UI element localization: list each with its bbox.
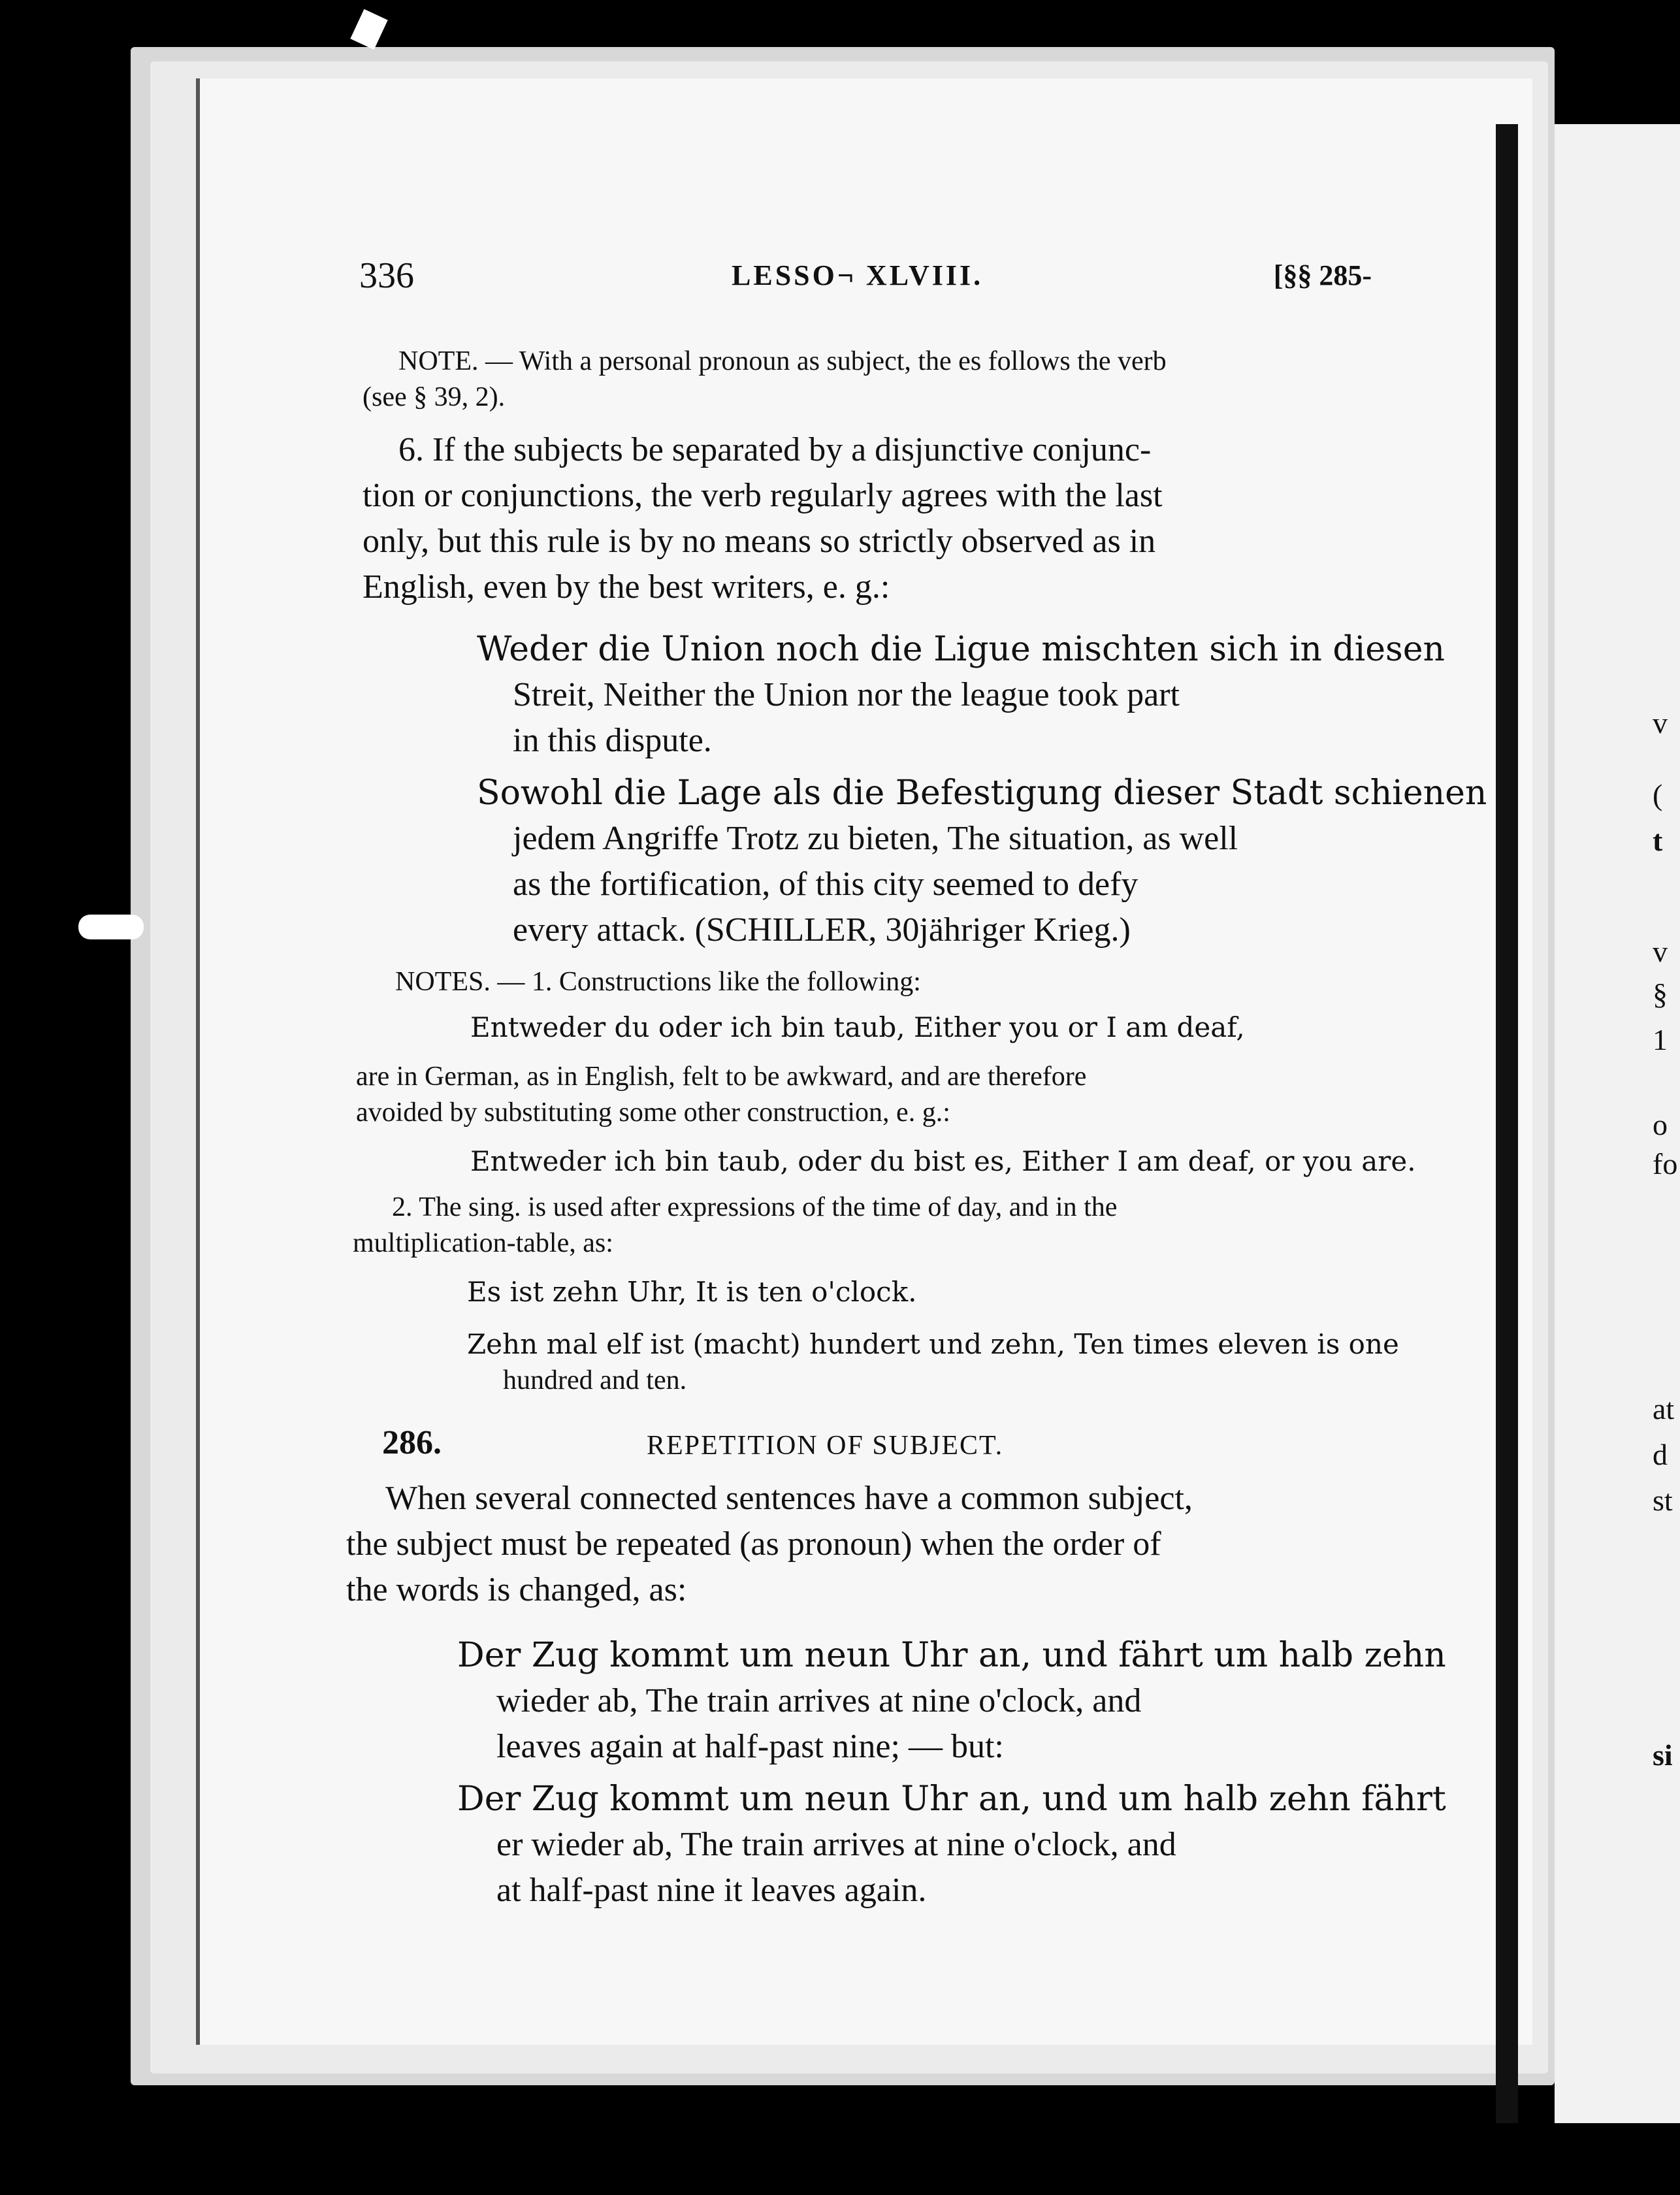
body-line: When several connected sentences have a common subject, <box>385 1480 1193 1517</box>
body-line: tion or conjunctions, the verb regularly agrees with the last <box>363 477 1163 514</box>
notes-line: 2. The sing. is used after expressions of the time of day, and in the <box>392 1192 1118 1222</box>
facing-fragment: d <box>1653 1438 1668 1471</box>
facing-fragment: ( <box>1653 778 1663 811</box>
body-line: 6. If the subjects be separated by a disjunctive conjunc- <box>398 431 1152 468</box>
note-line: (see § 39, 2). <box>363 382 506 412</box>
running-header <box>359 255 1372 301</box>
scan-speck <box>350 9 387 50</box>
example-line: Streit, Neither the Union nor the league took part <box>513 676 1180 713</box>
facing-fragment: at <box>1653 1392 1675 1425</box>
facing-fragment: § <box>1653 977 1668 1011</box>
notes-line: avoided by substituting some other construction, e. g.: <box>356 1098 950 1128</box>
facing-fragment: o <box>1653 1108 1668 1141</box>
notes-example: Entweder du oder ich bin taub, Either you or I am deaf, <box>470 1011 1245 1043</box>
example-line: wieder ab, The train arrives at nine o'clock, and <box>496 1682 1142 1719</box>
section-title: REPETITION OF SUBJECT. <box>647 1431 1004 1461</box>
body-line: the subject must be repeated (as pronoun) when the order of <box>346 1525 1161 1563</box>
running-title: LESSO¬ XLVIII. <box>732 259 984 291</box>
facing-fragment: v <box>1653 706 1668 740</box>
example-line: Weder die Union noch die Ligue mischten sich in diesen <box>477 630 1445 669</box>
body-line: only, but this rule is by no means so strictly observed as in <box>363 523 1156 560</box>
facing-fragment: t <box>1653 824 1663 857</box>
example-line: as the fortification, of this city seemed to defy <box>513 866 1139 903</box>
notes-example: Entweder ich bin taub, oder du bist es, Either I am deaf, or you are. <box>470 1145 1416 1177</box>
book-gutter <box>1496 124 1518 2123</box>
example-line: Der Zug kommt um neun Uhr an, und um halb zehn fährt <box>457 1780 1446 1819</box>
section-reference: [§§ 285- <box>1273 259 1372 291</box>
section-number: 286. <box>382 1424 442 1461</box>
notes-line: are in German, as in English, felt to be awkward, and are therefore <box>356 1062 1087 1092</box>
body-line: the words is changed, as: <box>346 1571 687 1608</box>
example-line: Der Zug kommt um neun Uhr an, und fährt um halb zehn <box>457 1636 1446 1675</box>
note-line: NOTE. — With a personal pronoun as subject, the es follows the verb <box>398 346 1167 376</box>
example-line: er wieder ab, The train arrives at nine o'clock, and <box>496 1826 1176 1863</box>
facing-fragment: fo <box>1653 1147 1678 1180</box>
notes-line: multiplication-table, as: <box>353 1228 613 1258</box>
facing-fragment: v <box>1653 935 1668 968</box>
example-line: every attack. (SCHILLER, 30jähriger Krieg.) <box>513 911 1131 949</box>
notes-example: Zehn mal elf ist (macht) hundert und zehn, Ten times eleven is one <box>467 1328 1399 1360</box>
example-line: Sowohl die Lage als die Befestigung dieser Stadt schienen <box>477 773 1487 813</box>
example-line: in this dispute. <box>513 722 712 759</box>
example-line: jedem Angriffe Trotz zu bieten, The situation, as well <box>513 820 1238 857</box>
notes-example: Es ist zehn Uhr, It is ten o'clock. <box>467 1276 917 1308</box>
page-number: 336 <box>359 255 414 296</box>
example-line: leaves again at half-past nine; — but: <box>496 1728 1004 1765</box>
body-line: English, even by the best writers, e. g.: <box>363 568 890 606</box>
facing-fragment: 1 <box>1653 1023 1668 1056</box>
facing-page <box>1555 124 1680 2123</box>
facing-fragment: st <box>1653 1484 1673 1517</box>
scan-speck <box>78 915 144 939</box>
example-line: at half-past nine it leaves again. <box>496 1872 927 1909</box>
notes-line: NOTES. — 1. Constructions like the following: <box>395 967 921 997</box>
facing-fragment: si <box>1653 1738 1673 1772</box>
notes-example: hundred and ten. <box>503 1365 687 1395</box>
